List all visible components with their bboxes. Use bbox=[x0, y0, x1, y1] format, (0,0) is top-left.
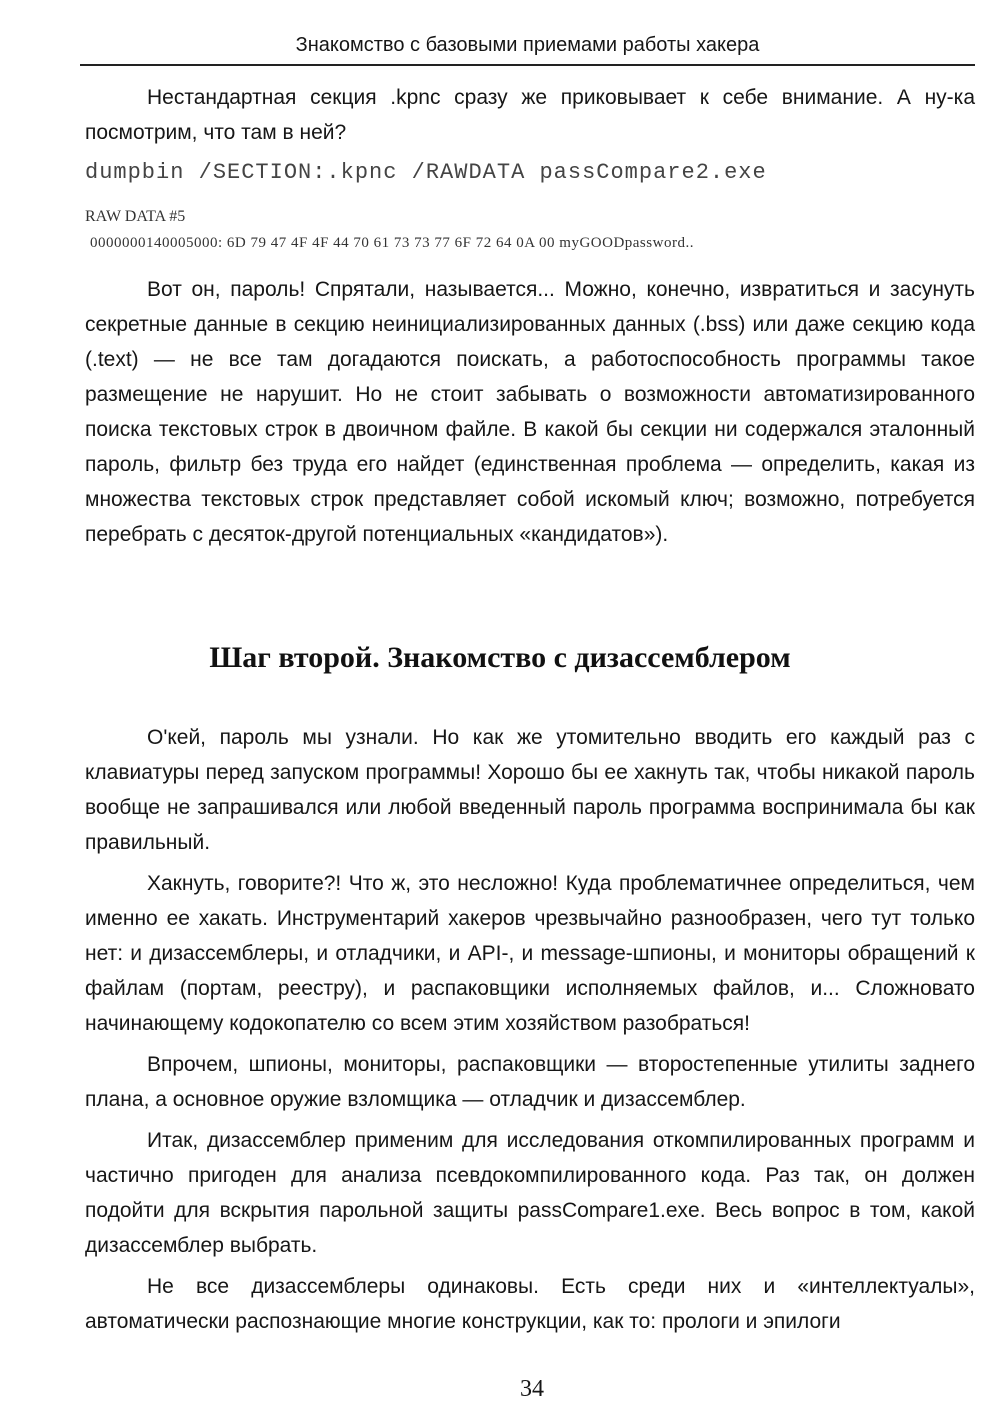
intro-block bbox=[85, 80, 975, 150]
section-paragraph: О'кей, пароль мы узнали. Но как же утомительно вводить его каждый раз с клавиатуры перед запуском программы! Хорошо бы ее хакнуть так, чтобы никакой пароль вообще не запрашивался или любой введенный пароль программа воспринимала бы как правильный. bbox=[85, 726, 975, 854]
section-paragraph: Хакнуть, говорите?! Что ж, это несложно! Куда проблематичнее определиться, чем именно ее хакать. Инструментарий хакеров чрезвычайно разнообразен, чего тут только нет: и дизассемблеры, и отладчики, и API-, и message-шпионы, и мониторы обращений к файлам (портам, реестру), и распаковщики исполняемых файлов, и... Сложновато начинающему кодокопателю со всем этим хозяйством разобраться! bbox=[85, 872, 975, 1035]
running-header: Знакомство с базовыми приемами работы хакера bbox=[295, 34, 760, 56]
section-paragraph: Итак, дизассемблер применим для исследования откомпилированных программ и частично пригоден для анализа псевдокомпилированного кода. Раз так, он должен подойти для вскрытия парольной защиты passCompare1.exe. Весь вопрос в том, какой дизассемблер выбрать. bbox=[85, 1129, 975, 1257]
section-paragraph: Впрочем, шпионы, мониторы, распаковщики — второстепенные утилиты заднего плана, а основное оружие взломщика — отладчик и дизассемблер. bbox=[85, 1053, 975, 1111]
section-body bbox=[85, 720, 975, 1339]
section-title: Шаг второй. Знакомство с дизассемблером bbox=[209, 641, 791, 674]
intro-paragraph: Нестандартная секция .kpnc сразу же приковывает к себе внимание. А ну-ка посмотрим, что там в ней? bbox=[85, 86, 975, 144]
found-block bbox=[85, 272, 975, 552]
header-rule bbox=[80, 64, 975, 66]
raw-data-label: RAW DATA #5 bbox=[85, 208, 186, 225]
raw-data-line: 0000000140005000: 6D 79 47 4F 4F 44 70 61 73 73 77 6F 72 64 0A 00 myGOODpassword.. bbox=[90, 235, 694, 251]
section-paragraph: Не все дизассемблеры одинаковы. Есть среди них и «интеллектуалы», автоматически распознающие многие конструкции, как то: прологи и эпилоги bbox=[85, 1275, 975, 1333]
dumpbin-command: dumpbin /SECTION:.kpnc /RAWDATA passCompare2.exe bbox=[85, 160, 767, 185]
found-paragraph: Вот он, пароль! Спрятали, называется... Можно, конечно, извратиться и засунуть секретные данные в секцию неинициализированных данных (.bss) или даже секцию кода (.text) — не все там догадаются поискать, а работоспособность программы такое размещение не нарушит. Но не стоит забывать о возможности автоматизированного поиска текстовых строк в двоичном файле. В какой бы секции ни содержался эталонный пароль, фильтр без труда его найдет (единственная проблема — определить, какая из множества текстовых строк представляет собой искомый ключ; возможно, потребуется перебрать с десяток-другой потенциальных «кандидатов»). bbox=[85, 278, 975, 546]
page-number: 34 bbox=[520, 1376, 544, 1402]
